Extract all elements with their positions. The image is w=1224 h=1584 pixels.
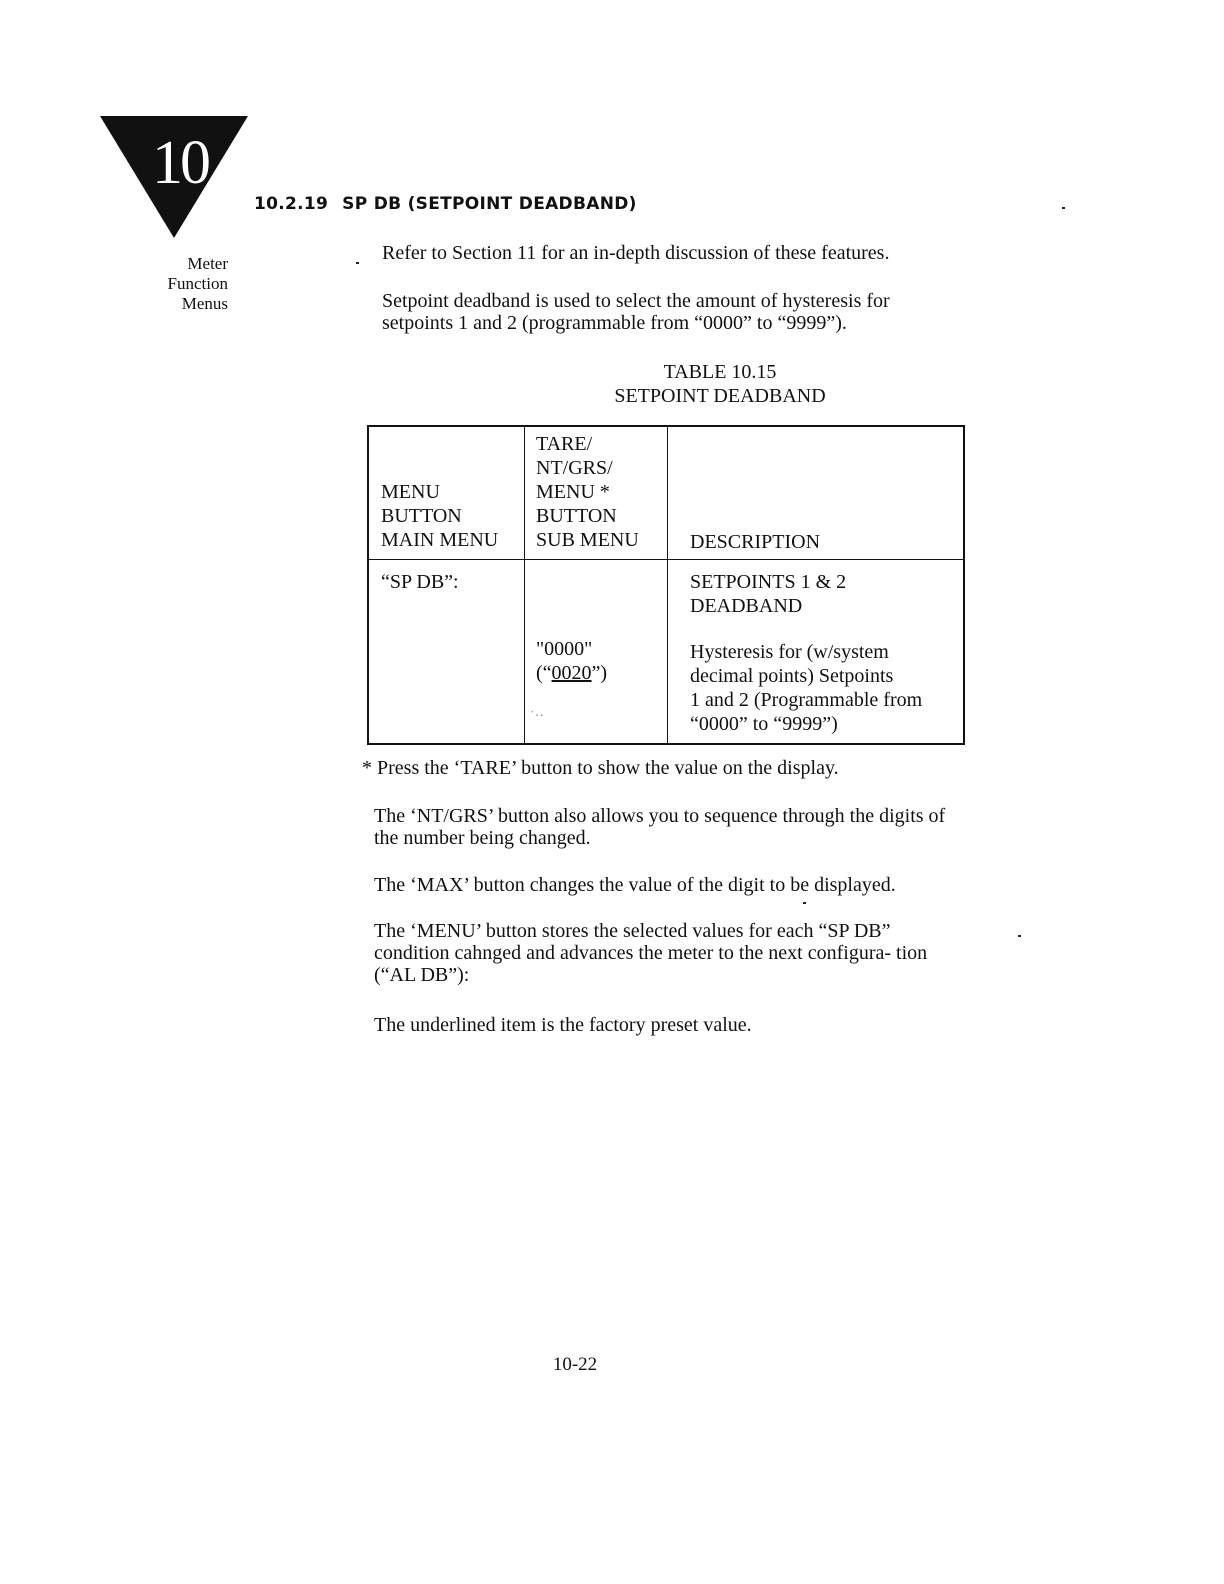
header-sub-menu — [536, 432, 639, 552]
menu-table — [367, 425, 965, 745]
table-caption — [520, 360, 920, 408]
description-paragraph: Setpoint deadband is used to select the amount of hysteresis for setpoints 1 and 2 (programmable from “0000” to “9999”). — [382, 290, 890, 334]
header-line: MENU * — [536, 481, 610, 503]
section-number: 10.2.19 — [254, 194, 329, 214]
scan-speck — [1062, 207, 1065, 209]
scan-mark: ˙·· — [530, 709, 544, 724]
table-footnote: * Press the ‘TARE’ button to show the value on the display. — [362, 757, 839, 779]
section-label-line: Function — [167, 274, 228, 293]
header-description: DESCRIPTION — [690, 531, 821, 553]
section-heading — [254, 194, 637, 214]
description-line: decimal points) Setpoints — [690, 665, 894, 687]
section-label-line: Meter — [187, 254, 228, 273]
ntgrs-paragraph: The ‘NT/GRS’ button also allows you to sequence through the digits of the number being changed. — [374, 805, 946, 849]
default-open: (“ — [536, 662, 552, 684]
description-line: “0000” to “9999”) — [690, 713, 838, 735]
header-line: NT/GRS/ — [536, 457, 613, 479]
intro-paragraph: Refer to Section 11 for an in-depth discussion of these features. — [382, 242, 890, 264]
header-line: BUTTON — [536, 505, 617, 527]
max-paragraph: The ‘MAX’ button changes the value of the digit to be displayed. — [374, 874, 896, 896]
main-menu-value: “SP DB”: — [381, 571, 459, 593]
description-title-line: SETPOINTS 1 & 2 — [690, 571, 847, 593]
header-line: SUB MENU — [536, 529, 639, 551]
description-title-line: DEADBAND — [690, 595, 803, 617]
sub-menu-default — [536, 661, 607, 685]
header-line: MENU — [381, 481, 440, 503]
table-title: SETPOINT DEADBAND — [614, 385, 826, 407]
description-text — [690, 640, 922, 736]
chapter-number: 10 — [152, 129, 208, 197]
section-label — [120, 254, 228, 314]
scan-speck — [356, 262, 359, 264]
table-divider — [524, 427, 525, 743]
table-number: TABLE 10.15 — [663, 361, 777, 383]
section-title: SP DB (SETPOINT DEADBAND) — [342, 194, 637, 214]
header-line: TARE/ — [536, 433, 593, 455]
description-title — [690, 570, 846, 618]
description-line: Hysteresis for (w/system — [690, 641, 889, 663]
default-close: ”) — [591, 662, 608, 684]
menu-paragraph: The ‘MENU’ button stores the selected values for each “SP DB” condition cahnged and advances the meter to the next configura- tion (“AL DB”): — [374, 920, 928, 986]
page-number: 10-22 — [552, 1354, 598, 1375]
sub-menu-value: "0000" — [536, 638, 593, 660]
chapter-badge — [100, 116, 248, 238]
scan-speck — [803, 902, 806, 904]
default-value: 0020 — [551, 662, 592, 684]
header-line: BUTTON — [381, 505, 462, 527]
header-line: MAIN MENU — [381, 529, 499, 551]
scan-speck — [1018, 935, 1021, 937]
section-label-line: Menus — [181, 294, 228, 313]
underline-note: The underlined item is the factory preset value. — [374, 1014, 752, 1036]
header-main-menu — [381, 480, 498, 552]
description-line: 1 and 2 (Programmable from — [690, 689, 923, 711]
table-divider — [369, 559, 963, 560]
table-divider — [667, 427, 668, 743]
